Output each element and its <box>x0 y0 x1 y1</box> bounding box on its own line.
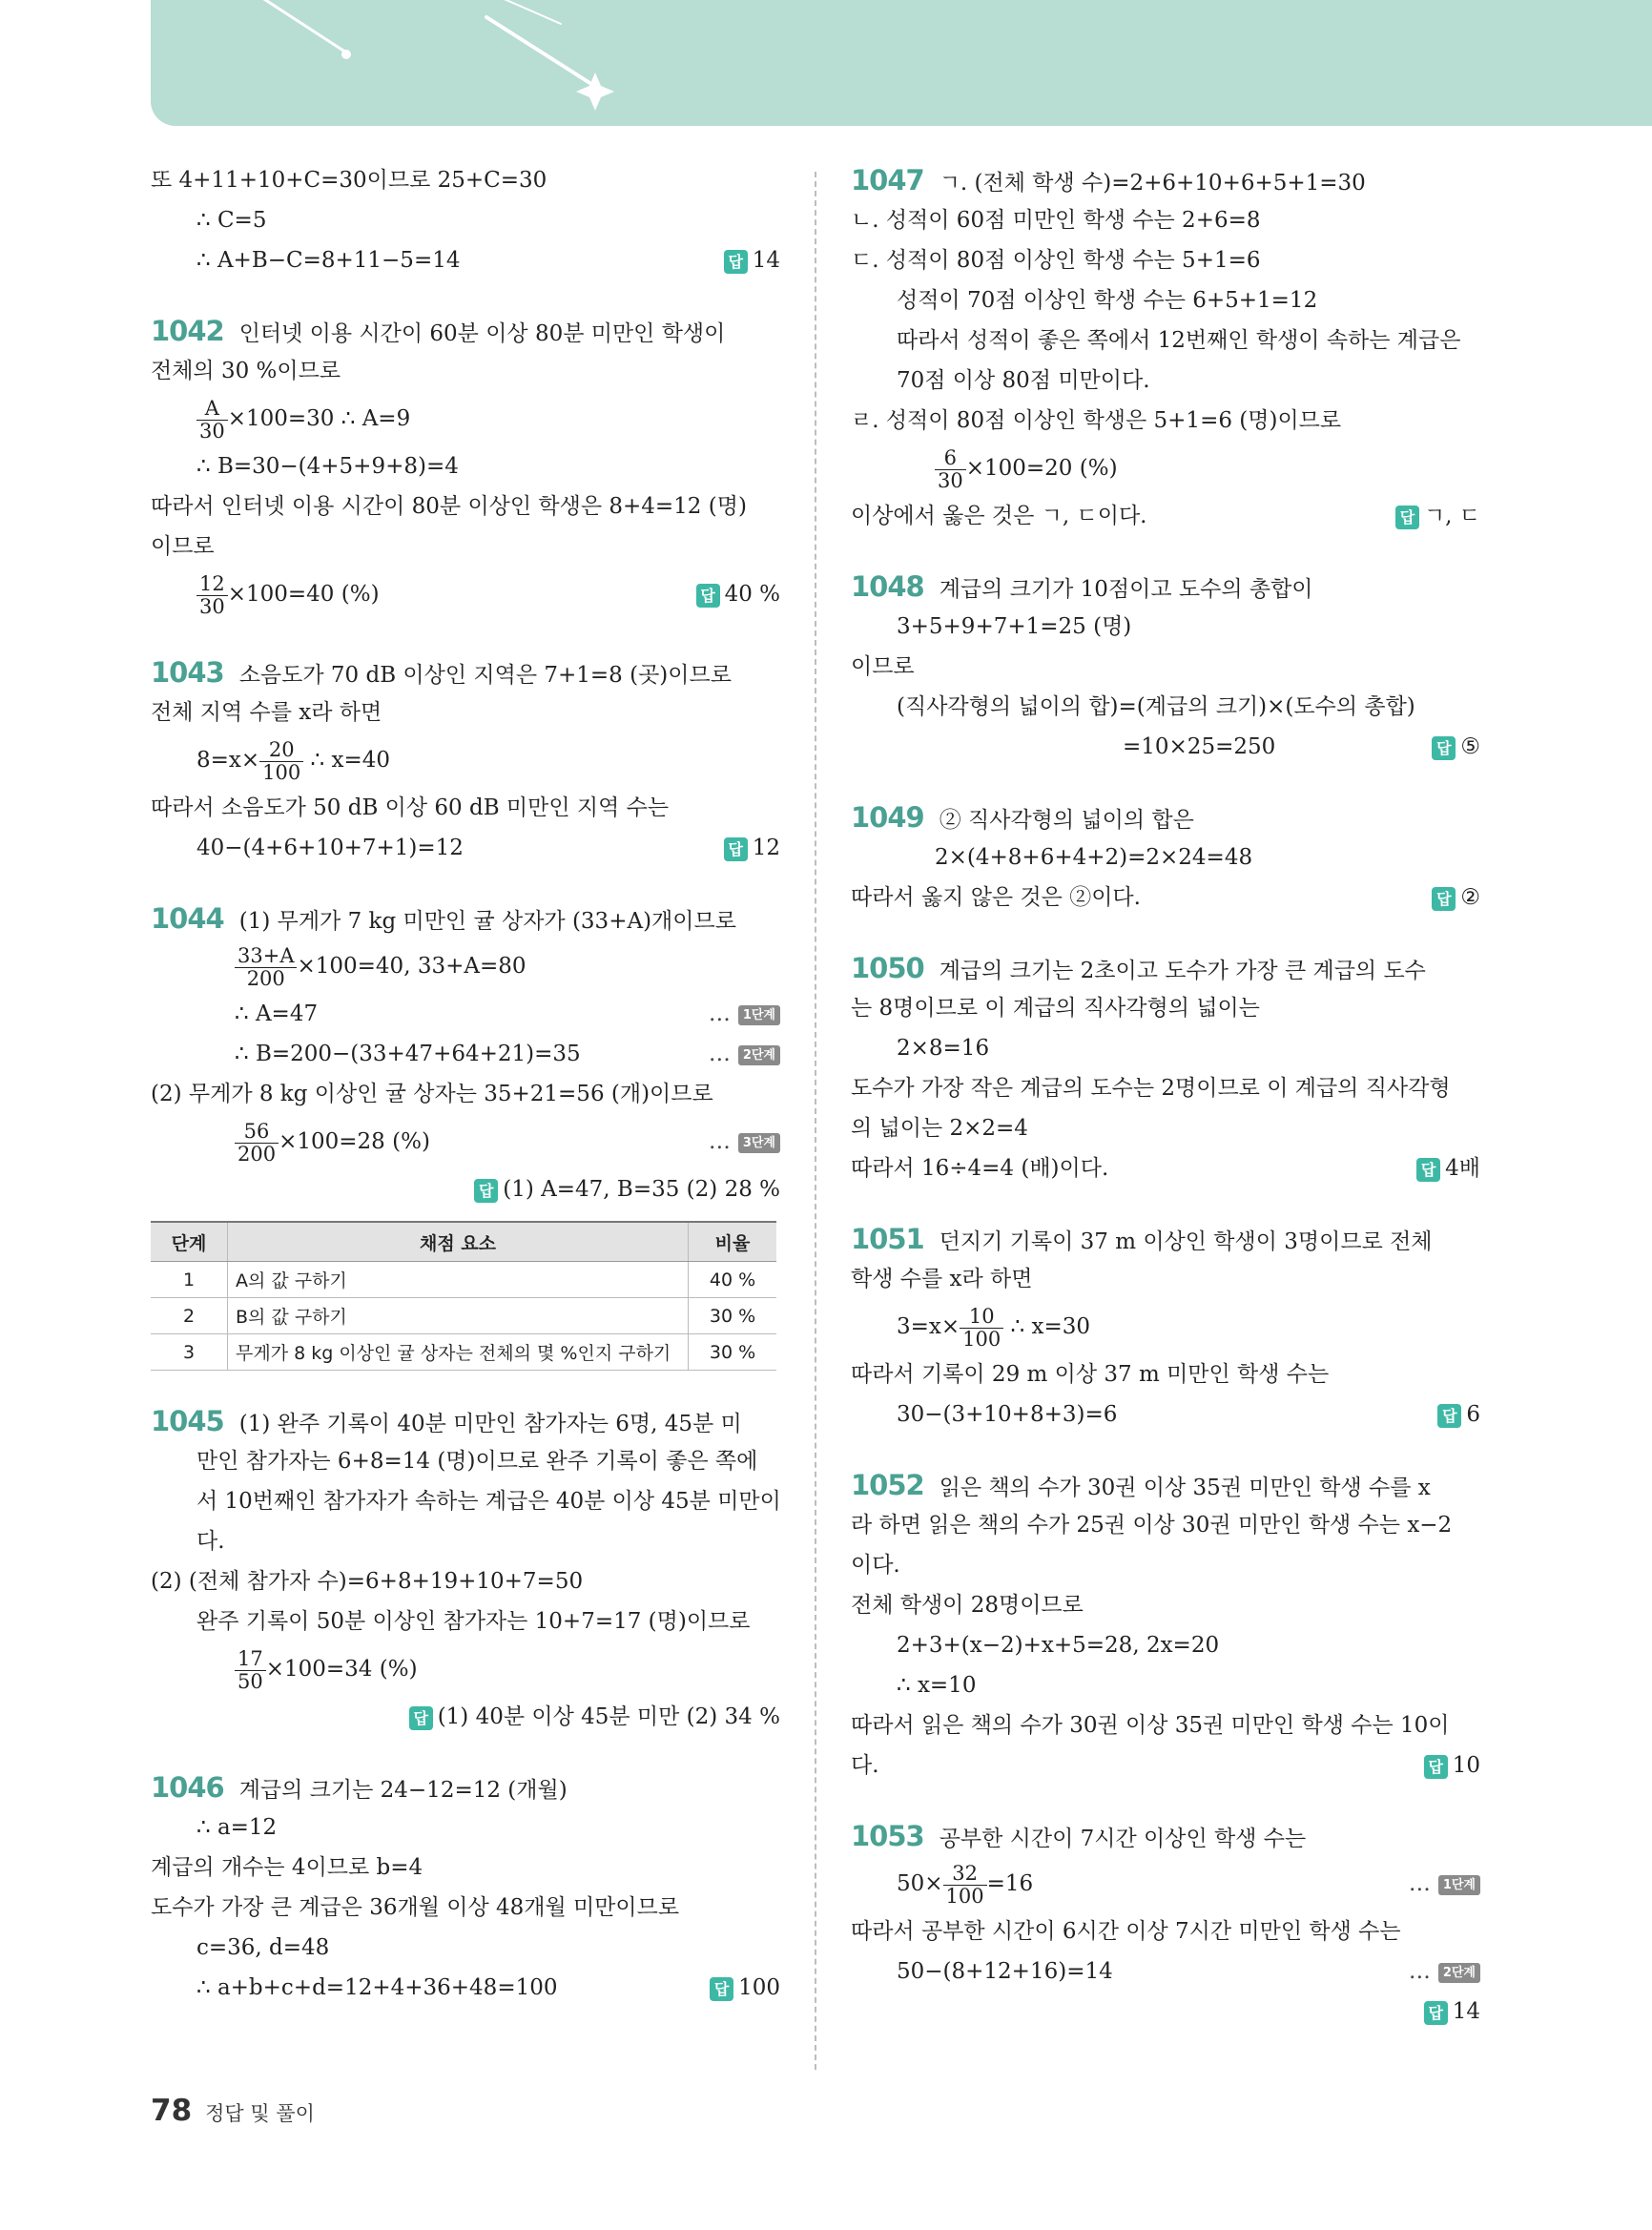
text-span: 8=x× <box>196 748 260 773</box>
text-line: 따라서 인터넷 이용 시간이 80분 이상인 학생은 8+4=12 (명) <box>151 494 747 519</box>
step-badge: 1단계 <box>1438 1875 1480 1895</box>
dots: … <box>1408 1959 1431 1984</box>
text-line: 는 8명이므로 이 계급의 직사각형의 넓이는 <box>851 996 1260 1021</box>
text-line: (직사각형의 넓이의 합)=(계급의 크기)×(도수의 총합) <box>897 694 1415 719</box>
answer-icon: 답 <box>724 250 748 274</box>
solution-1053 <box>851 1816 1480 2032</box>
text-span: 따라서 옳지 않은 것은 ②이다. <box>851 885 1141 910</box>
text-span: ② 직사각형의 넓이의 합은 <box>939 808 1194 833</box>
text-span: 따라서 16÷4=4 (배)이다. <box>851 1156 1109 1181</box>
denominator: 100 <box>945 1884 984 1908</box>
text-line: ∴ B=30−(4+5+9+8)=4 <box>196 454 459 479</box>
answer <box>1395 496 1480 536</box>
text-line <box>851 1992 1480 2032</box>
text-span: ×100=30 ∴ A=9 <box>227 406 411 431</box>
text-line <box>151 1968 780 2008</box>
text-line: 3+5+9+7+1=25 (명) <box>897 614 1132 639</box>
text-line <box>851 727 1480 767</box>
table-cell: 3 <box>151 1334 228 1371</box>
shooting-star-decoration <box>151 0 723 126</box>
text-line: 서 10번째인 참가자가 속하는 계급은 40분 이상 45분 미만이 <box>196 1489 781 1514</box>
text-span: 40−(4+6+10+7+1)=12 <box>196 836 464 860</box>
text-line: 계급의 개수는 4이므로 b=4 <box>151 1855 423 1880</box>
answer <box>1437 1394 1480 1435</box>
numerator: 12 <box>196 573 228 595</box>
text-line <box>851 160 1480 200</box>
step-badge: 2단계 <box>1438 1963 1480 1983</box>
text-span: 50× <box>897 1871 943 1896</box>
answer-text: 12 <box>752 836 780 860</box>
text-span: 3=x× <box>897 1314 960 1339</box>
solution-1044 <box>151 898 780 1371</box>
text-span: ∴ x=40 <box>303 748 391 773</box>
problem-number: 1050 <box>851 952 924 984</box>
fraction-line <box>151 567 780 622</box>
text-span: ∴ a+b+c+d=12+4+36+48=100 <box>196 1975 558 2000</box>
table-cell: 무게가 8 kg 이상인 귤 상자는 전체의 몇 %인지 구하기 <box>228 1334 689 1371</box>
text-line: 완주 기록이 50분 이상인 참가자는 10+7=17 (명)이므로 <box>196 1609 751 1634</box>
text-line: 따라서 소음도가 50 dB 이상 60 dB 미만인 지역 수는 <box>151 795 670 820</box>
answer-icon: 답 <box>710 1977 733 2001</box>
text-line <box>851 1148 1480 1188</box>
table-cell: 30 % <box>689 1334 777 1371</box>
text-span: 인터넷 이용 시간이 60분 이상 80분 미만인 학생이 <box>238 321 726 346</box>
fraction-line <box>151 1114 780 1169</box>
answer-text: 14 <box>1452 1999 1480 2024</box>
fraction-line <box>151 1642 780 1697</box>
text-span: 던지기 기록이 37 m 이상인 학생이 3명이므로 전체 <box>939 1229 1433 1254</box>
answer-icon: 답 <box>474 1179 498 1203</box>
text-span: ×100=20 (%) <box>965 456 1118 481</box>
denominator: 50 <box>237 1669 263 1693</box>
answer-text: (1) 40분 이상 45분 미만 (2) 34 % <box>437 1704 780 1729</box>
solution-1052 <box>851 1465 1480 1786</box>
text-line: 도수가 가장 작은 계급의 도수는 2명이므로 이 계급의 직사각형 <box>851 1076 1451 1101</box>
text-span: 계급의 크기는 2초이고 도수가 가장 큰 계급의 도수 <box>939 959 1426 983</box>
table-header: 단계 <box>151 1222 228 1262</box>
text-span: ㄱ. (전체 학생 수)=2+6+10+6+5+1=30 <box>939 171 1366 196</box>
problem-number: 1044 <box>151 902 224 935</box>
text-line: 전체의 30 %이므로 <box>151 359 341 383</box>
answer-icon: 답 <box>1424 2001 1448 2025</box>
text-line <box>151 240 780 280</box>
text-line: 전체 학생이 28명이므로 <box>851 1593 1084 1618</box>
solution-1049 <box>851 797 1480 918</box>
solution-1041-continued <box>151 160 780 280</box>
text-span: ∴ A+B−C=8+11−5=14 <box>196 248 461 273</box>
solution-1047 <box>851 160 1480 536</box>
step-marker <box>709 994 780 1034</box>
problem-number: 1045 <box>151 1405 224 1437</box>
problem-number: 1051 <box>851 1223 924 1255</box>
text-line <box>851 1745 1480 1786</box>
text-span: ×100=28 (%) <box>279 1129 430 1154</box>
text-span: ×100=40, 33+A=80 <box>297 954 527 979</box>
text-line: 이다. <box>851 1553 900 1578</box>
problem-number: 1042 <box>151 315 224 347</box>
text-span: 이상에서 옳은 것은 ㄱ, ㄷ이다. <box>851 504 1147 528</box>
text-line: ㄴ. 성적이 60점 미만인 학생 수는 2+6=8 <box>851 208 1261 233</box>
dots: … <box>708 1129 731 1154</box>
text-line: 2×8=16 <box>897 1036 990 1061</box>
text-span: 계급의 크기가 10점이고 도수의 총합이 <box>939 577 1313 602</box>
answer-icon: 답 <box>1416 1158 1440 1182</box>
grading-table <box>151 1221 776 1371</box>
text-line: 따라서 기록이 29 m 이상 37 m 미만인 학생 수는 <box>851 1362 1330 1387</box>
solution-1050 <box>851 948 1480 1188</box>
text-line: (2) 무게가 8 kg 이상인 귤 상자는 35+21=56 (개)이므로 <box>151 1082 713 1106</box>
problem-number: 1047 <box>851 164 924 196</box>
problem-number: 1048 <box>851 570 924 603</box>
answer <box>1424 1745 1480 1786</box>
answer <box>710 1968 780 2008</box>
text-line: 따라서 공부한 시간이 6시간 이상 7시간 미만인 학생 수는 <box>851 1919 1401 1944</box>
fraction <box>960 1306 1003 1349</box>
numerator: 33+A <box>235 945 297 967</box>
text-line: 도수가 가장 큰 계급은 36개월 이상 48개월 미만이므로 <box>151 1895 680 1920</box>
text-line: ∴ x=10 <box>897 1673 977 1698</box>
right-column <box>851 160 1480 2032</box>
step-marker <box>709 1034 780 1074</box>
step-badge: 1단계 <box>738 1005 780 1025</box>
fraction <box>943 1863 987 1906</box>
table-cell: 40 % <box>689 1262 777 1298</box>
answer-text: 100 <box>738 1975 780 2000</box>
table-cell: 30 % <box>689 1298 777 1334</box>
answer <box>696 567 780 622</box>
answer-text: 10 <box>1452 1753 1480 1778</box>
text-span: ×100=40 (%) <box>227 582 380 607</box>
text-span: 소음도가 70 dB 이상인 지역은 7+1=8 (곳)이므로 <box>238 663 732 688</box>
solution-1046 <box>151 1767 780 2008</box>
answer <box>409 1697 780 1737</box>
text-span: 50−(8+12+16)=14 <box>897 1959 1113 1984</box>
text-line <box>151 1169 780 1209</box>
answer <box>1424 1992 1480 2032</box>
text-line <box>151 652 780 692</box>
text-line <box>851 1219 1480 1259</box>
answer <box>1432 878 1480 918</box>
text-span: 공부한 시간이 7시간 이상인 학생 수는 <box>939 1827 1307 1851</box>
fraction <box>196 398 228 441</box>
text-line: ∴ a=12 <box>196 1815 278 1840</box>
text-line <box>151 898 780 939</box>
denominator: 30 <box>199 594 225 618</box>
denominator: 200 <box>237 1142 277 1166</box>
table-row <box>151 1262 776 1298</box>
text-line: ∴ C=5 <box>196 208 267 233</box>
text-line: 이므로 <box>151 534 215 559</box>
answer-text: 4배 <box>1445 1156 1480 1181</box>
answer-icon: 답 <box>724 837 748 861</box>
answer <box>1432 727 1480 767</box>
answer-text: 6 <box>1466 1402 1480 1427</box>
text-line: 전체 지역 수를 x라 하면 <box>151 700 382 725</box>
text-line <box>151 311 780 351</box>
answer-icon: 답 <box>1424 1755 1448 1779</box>
text-line: (2) (전체 참가자 수)=6+8+19+10+7=50 <box>151 1569 584 1594</box>
answer-icon: 답 <box>409 1706 433 1730</box>
column-divider <box>815 172 816 2070</box>
text-line: 2×(4+8+6+4+2)=2×24=48 <box>935 845 1253 870</box>
answer-text: ㄱ, ㄷ <box>1423 504 1480 528</box>
text-span: ∴ A=47 <box>235 1001 319 1026</box>
text-line <box>851 1465 1480 1505</box>
table-cell: B의 값 구하기 <box>228 1298 689 1334</box>
text-line <box>851 1394 1480 1435</box>
table-row <box>151 1334 776 1371</box>
dots: … <box>708 1042 731 1066</box>
fraction <box>259 739 303 782</box>
text-line: 성적이 70점 이상인 학생 수는 6+5+1=12 <box>897 288 1318 313</box>
header-banner <box>151 0 1652 126</box>
text-span: 계급의 크기는 24−12=12 (개월) <box>238 1778 568 1803</box>
text-line: ㄷ. 성적이 80점 이상인 학생 수는 5+1=6 <box>851 248 1261 273</box>
answer-text: ⑤ <box>1460 734 1480 759</box>
fraction <box>235 945 297 988</box>
solution-1048 <box>851 567 1480 767</box>
text-line: 만인 참가자는 6+8=14 (명)이므로 완주 기록이 좋은 쪽에 <box>196 1449 758 1474</box>
text-span: =10×25=250 <box>1123 734 1276 759</box>
text-span: ×100=34 (%) <box>265 1657 418 1682</box>
text-line <box>851 878 1480 918</box>
fraction <box>235 1121 279 1164</box>
fraction <box>196 573 228 616</box>
numerator: 20 <box>259 739 303 761</box>
text-line: 의 넓이는 2×2=4 <box>851 1116 1028 1141</box>
problem-number: 1046 <box>151 1771 224 1804</box>
dots: … <box>1408 1871 1431 1896</box>
answer <box>724 240 780 280</box>
text-line <box>851 948 1480 988</box>
page-footer <box>151 2094 315 2128</box>
text-line: 또 4+11+10+C=30이므로 25+C=30 <box>151 168 547 193</box>
step-marker <box>709 1114 780 1169</box>
numerator: 6 <box>935 447 966 469</box>
text-line: 학생 수를 x라 하면 <box>851 1267 1033 1291</box>
denominator: 200 <box>246 966 285 990</box>
answer-text: (1) A=47, B=35 (2) 28 % <box>503 1177 780 1202</box>
text-line <box>851 496 1480 536</box>
answer-text: ② <box>1460 885 1480 910</box>
problem-number: 1053 <box>851 1820 924 1852</box>
text-line <box>851 1951 1480 1992</box>
numerator: 17 <box>235 1648 266 1670</box>
answer <box>474 1169 780 1209</box>
solution-1045 <box>151 1401 780 1737</box>
text-span: (1) 무게가 7 kg 미만인 귤 상자가 (33+A)개이므로 <box>238 909 736 934</box>
fraction-line <box>851 441 1480 496</box>
problem-number: 1052 <box>851 1469 924 1501</box>
step-badge: 2단계 <box>738 1045 780 1065</box>
denominator: 100 <box>962 1327 1002 1351</box>
text-line <box>151 994 780 1034</box>
text-span: (1) 완주 기록이 40분 미만인 참가자는 6명, 45분 미 <box>238 1412 742 1436</box>
text-span: 읽은 책의 수가 30권 이상 35권 미만인 학생 수를 x <box>939 1476 1431 1500</box>
text-line: c=36, d=48 <box>196 1935 330 1960</box>
text-span: =16 <box>986 1871 1034 1896</box>
text-span: ∴ B=200−(33+47+64+21)=35 <box>235 1042 581 1066</box>
text-line: ㄹ. 성적이 80점 이상인 학생은 5+1=6 (명)이므로 <box>851 408 1342 433</box>
numerator: 56 <box>235 1121 279 1143</box>
table-cell: 1 <box>151 1262 228 1298</box>
text-line: 따라서 읽은 책의 수가 30권 이상 35권 미만인 학생 수는 10이 <box>851 1713 1450 1738</box>
text-span: 다. <box>851 1753 879 1778</box>
text-line: 이므로 <box>851 654 915 679</box>
text-line: 70점 이상 80점 미만이다. <box>897 368 1150 393</box>
text-line <box>851 567 1480 607</box>
text-span: ∴ x=30 <box>1003 1314 1091 1339</box>
fraction-line <box>151 391 780 446</box>
text-line <box>151 828 780 868</box>
answer <box>1416 1148 1480 1188</box>
answer <box>724 828 780 868</box>
fraction <box>935 447 966 490</box>
text-line <box>151 1034 780 1074</box>
answer-text: 14 <box>752 248 780 273</box>
dots: … <box>708 1001 731 1026</box>
table-row <box>151 1298 776 1334</box>
fraction-line <box>851 1299 1480 1354</box>
fraction-line <box>151 939 780 994</box>
text-span: 30−(3+10+8+3)=6 <box>897 1402 1118 1427</box>
table-cell: 2 <box>151 1298 228 1334</box>
step-badge: 3단계 <box>738 1133 780 1153</box>
text-line <box>851 797 1480 837</box>
section-label: 정답 및 풀이 <box>205 2102 315 2125</box>
answer-icon: 답 <box>696 584 720 608</box>
text-line: 따라서 성적이 좋은 쪽에서 12번째인 학생이 속하는 계급은 <box>897 328 1461 353</box>
answer-icon: 답 <box>1432 887 1456 911</box>
numerator: 10 <box>960 1306 1003 1328</box>
step-marker <box>1409 1951 1480 1992</box>
table-cell: A의 값 구하기 <box>228 1262 689 1298</box>
numerator: A <box>196 398 228 420</box>
text-line: 2+3+(x−2)+x+5=28, 2x=20 <box>897 1633 1220 1658</box>
fraction-line <box>851 1856 1480 1911</box>
text-line: 다. <box>196 1529 225 1554</box>
denominator: 30 <box>938 468 963 492</box>
table-header-row <box>151 1222 776 1262</box>
table-header: 채점 요소 <box>228 1222 689 1262</box>
text-line <box>851 1816 1480 1856</box>
answer-icon: 답 <box>1437 1404 1461 1428</box>
solution-1043 <box>151 652 780 868</box>
fraction <box>235 1648 266 1691</box>
text-line: 라 하면 읽은 책의 수가 25권 이상 30권 미만인 학생 수는 x−2 <box>851 1513 1453 1538</box>
answer-icon: 답 <box>1432 736 1456 760</box>
denominator: 30 <box>199 419 225 443</box>
table-header: 비율 <box>689 1222 777 1262</box>
step-marker <box>1409 1856 1480 1911</box>
left-column <box>151 160 780 2008</box>
text-line <box>151 1697 780 1737</box>
problem-number: 1049 <box>851 801 924 834</box>
answer-icon: 답 <box>1395 506 1419 529</box>
answer-text: 40 % <box>724 582 780 607</box>
denominator: 100 <box>262 760 301 784</box>
numerator: 32 <box>943 1863 987 1885</box>
page-number: 78 <box>151 2094 193 2128</box>
problem-number: 1043 <box>151 656 224 689</box>
text-line <box>151 1767 780 1807</box>
fraction-line <box>151 733 780 788</box>
solution-1042 <box>151 311 780 622</box>
solution-1051 <box>851 1219 1480 1435</box>
text-line <box>151 1401 780 1441</box>
